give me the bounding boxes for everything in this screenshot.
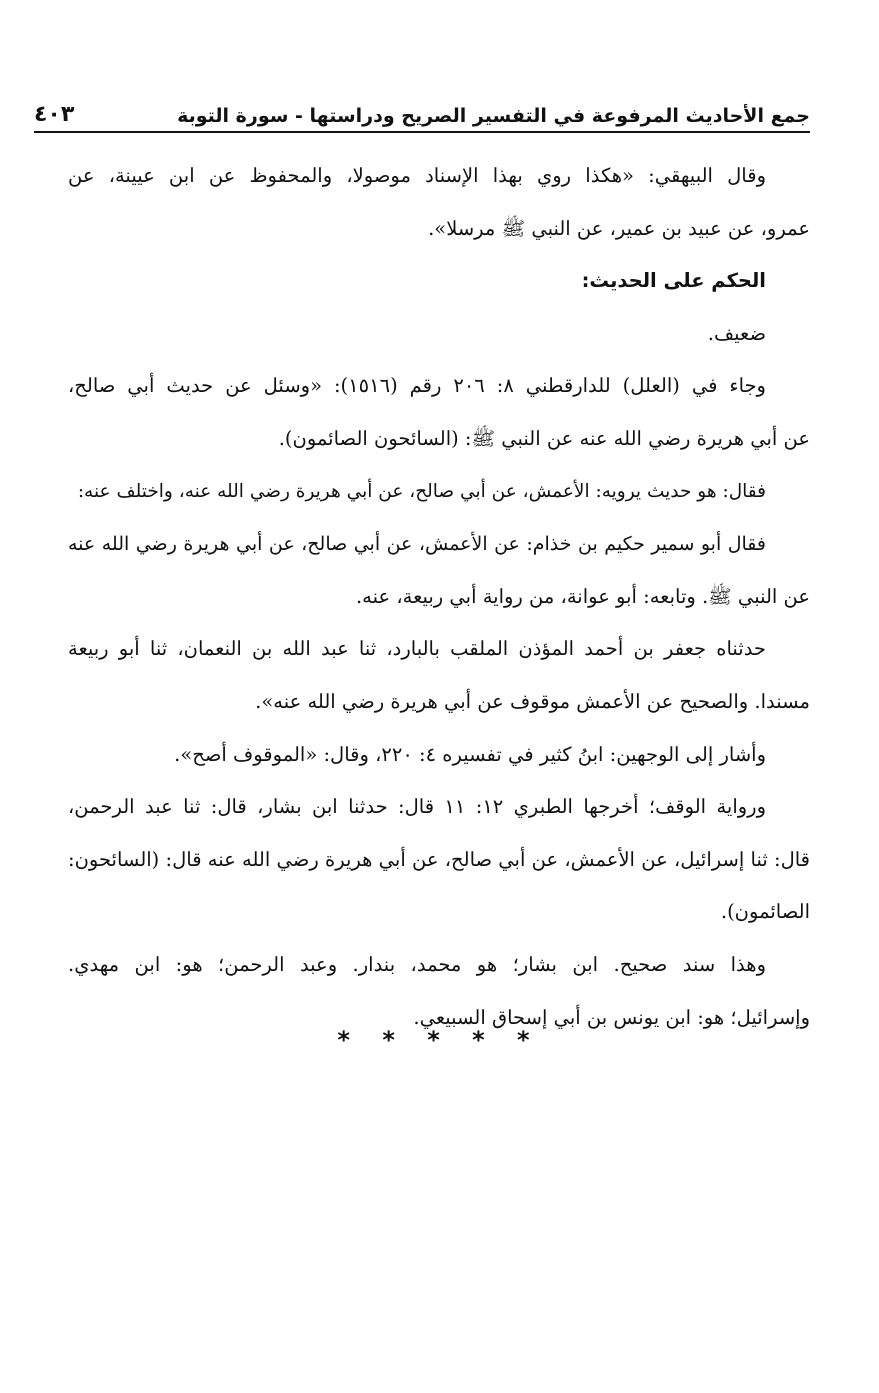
paragraph-line: عمرو، عن عبيد بن عمير، عن النبي ﷺ مرسلا». [428, 216, 810, 240]
page-number: ٤٠٣ [34, 102, 75, 127]
paragraph-line: مسندا. والصحيح عن الأعمش موقوف عن أبي هريرة رضي الله عنه». [255, 689, 810, 713]
paragraph-line: فقال: هو حديث يرويه: الأعمش، عن أبي صالح، عن أبي هريرة رضي الله عنه، واختلف عنه: [77, 480, 766, 502]
paragraph-line: ضعيف. [707, 321, 766, 345]
header-rule [34, 131, 810, 133]
running-header [34, 102, 810, 132]
header-title: جمع الأحاديث المرفوعة في التفسير الصريح ودراستها - سورة التوبة [177, 105, 810, 127]
body-text [68, 150, 810, 1044]
paragraph-line: عن النبي ﷺ. وتابعه: أبو عوانة، من رواية أبي ربيعة، عنه. [355, 584, 810, 608]
paragraph-line: وهذا سند صحيح. ابن بشار؛ هو محمد، بندار. وعبد الرحمن؛ هو: ابن مهدي. [68, 952, 766, 976]
paragraph-line: وإسرائيل؛ هو: ابن يونس بن أبي إسحاق السبيعي. [413, 1005, 810, 1029]
paragraph-line: وأشار إلى الوجهين: ابنُ كثير في تفسيره ٤: ٢٢٠، وقال: «الموقوف أصح». [174, 742, 766, 766]
paragraph-line: قال: ثنا إسرائيل، عن الأعمش، عن أبي صالح، عن أبي هريرة رضي الله عنه قال: (السائحون: [68, 847, 810, 871]
section-separator: * * * * * [337, 1026, 542, 1054]
paragraph-line: حدثناه جعفر بن أحمد المؤذن الملقب بالبارد، ثنا عبد الله بن النعمان، ثنا أبو ربيعة [68, 637, 766, 661]
paragraph-line: ورواية الوقف؛ أخرجها الطبري ١٢: ١١ قال: حدثنا ابن بشار، قال: ثنا عبد الرحمن، [68, 795, 766, 819]
section-heading: الحكم على الحديث: [581, 269, 766, 293]
paragraph-line: فقال أبو سمير حكيم بن خذام: عن الأعمش، عن أبي صالح، عن أبي هريرة رضي الله عنه [68, 533, 766, 556]
paragraph-line: وجاء في (العلل) للدارقطني ٨: ٢٠٦ رقم (١٥١٦): «وسئل عن حديث أبي صالح، [68, 374, 766, 398]
paragraph-line: الصائمون). [720, 900, 810, 924]
paragraph-line: وقال البيهقي: «هكذا روي بهذا الإسناد موصولا، والمحفوظ عن ابن عيينة، عن [68, 164, 766, 187]
paragraph-line: عن أبي هريرة رضي الله عنه عن النبي ﷺ: (السائحون الصائمون). [278, 426, 810, 450]
